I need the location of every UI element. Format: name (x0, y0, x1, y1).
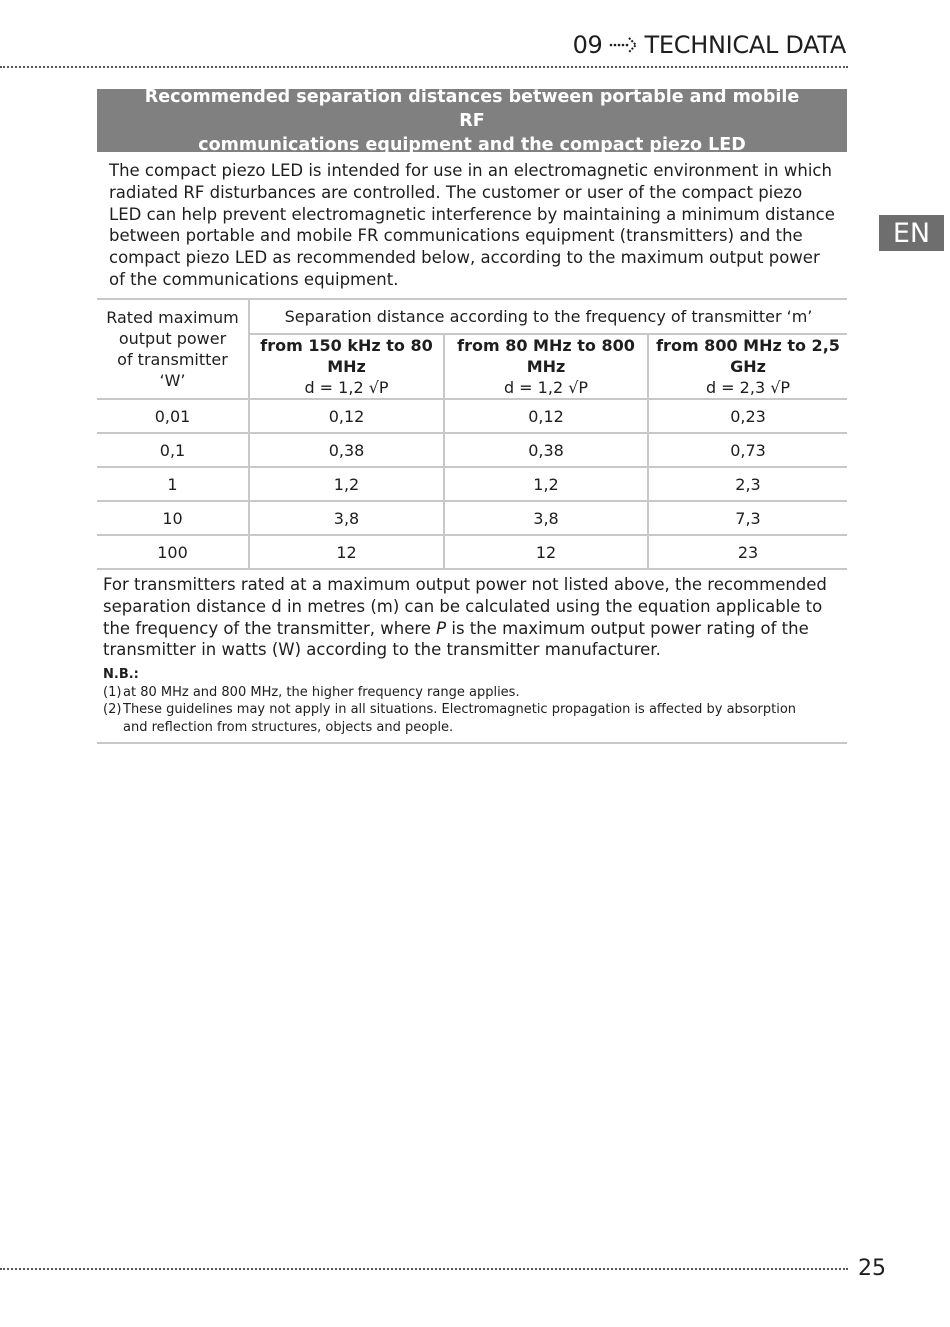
dotted-arrow-icon (609, 35, 639, 55)
note-number: (1) (103, 684, 122, 700)
table-row (97, 467, 847, 501)
section-title-line-2: communications equipment and the compact piezo LED (198, 134, 746, 155)
notes-title: N.B.: (103, 667, 139, 682)
freq-formula: d = 2,3 √P (705, 378, 791, 397)
freq-column-header (648, 334, 847, 399)
freq-formula: d = 1,2 √P (304, 378, 389, 397)
note-text: These guidelines may not apply in all situations. Electromagnetic propagation is affected by absorption and reflection from structures, objects and people. (123, 702, 797, 735)
freq-range: from 150 kHz to 80 MHz (260, 336, 433, 376)
table-cell: 0,23 (648, 399, 847, 433)
note-number: (2) (103, 702, 122, 717)
chapter-title: TECHNICAL DATA (644, 31, 846, 59)
freq-column-header (444, 334, 648, 399)
freq-range: from 80 MHz to 800 MHz (457, 336, 635, 376)
note-text: at 80 MHz and 800 MHz, the higher frequency range applies. (123, 684, 520, 700)
footnote-paragraph (103, 574, 839, 661)
rated-header-line: Rated maximum (106, 308, 239, 327)
table-cell: 23 (648, 535, 847, 569)
rated-header-line: of transmitter (117, 350, 228, 369)
note-item (103, 684, 823, 702)
table-cell: 12 (249, 535, 444, 569)
freq-column-header (249, 334, 444, 399)
chapter-number: 09 (572, 31, 603, 59)
separation-distance-header: Separation distance according to the frequency of transmitter ‘m’ (249, 299, 847, 334)
table-cell: 3,8 (444, 501, 648, 535)
footnote-text-end: is the maximum output power rating of the transmitter in watts (W) according to the transmitter manufacturer. (103, 618, 809, 660)
table-cell: 12 (444, 535, 648, 569)
section-end-divider (97, 742, 847, 744)
table-cell: 0,73 (648, 433, 847, 467)
table-cell: 0,38 (444, 433, 648, 467)
table-row (97, 535, 847, 569)
note-item (103, 701, 823, 736)
footer-dotted-divider (0, 1268, 848, 1270)
table-cell: 3,8 (249, 501, 444, 535)
table-cell: 1,2 (444, 467, 648, 501)
table-row (97, 399, 847, 433)
table-cell: 1 (97, 467, 249, 501)
table-cell: 0,38 (249, 433, 444, 467)
rated-header-line: ‘W’ (159, 371, 186, 390)
table-row (97, 501, 847, 535)
table-cell: 10 (97, 501, 249, 535)
freq-formula: d = 1,2 √P (503, 378, 589, 397)
page-number: 25 (858, 1256, 886, 1281)
rated-power-header (97, 299, 249, 399)
language-tab: EN (879, 215, 944, 251)
table-cell: 0,1 (97, 433, 249, 467)
separation-distance-table (97, 298, 847, 570)
footnote-text-start: For transmitters rated at a maximum output power not listed above, the recommended separation distance d in metres (m) can be calculated using the equation applicable to the frequency of the transmitter, where (103, 575, 827, 638)
table-cell: 0,01 (97, 399, 249, 433)
table-row (97, 433, 847, 467)
table-cell: 1,2 (249, 467, 444, 501)
page-header (573, 31, 846, 59)
table-cell: 0,12 (249, 399, 444, 433)
table-cell: 100 (97, 535, 249, 569)
table-cell: 7,3 (648, 501, 847, 535)
power-symbol: P (436, 618, 447, 638)
table-cell: 0,12 (444, 399, 648, 433)
notes-block (103, 666, 823, 736)
freq-range: from 800 MHz to 2,5 GHz (656, 336, 840, 376)
section-title-line-1: Recommended separation distances between portable and mobile RF (144, 86, 800, 131)
rated-header-line: output power (118, 329, 227, 348)
header-dotted-divider (0, 66, 848, 68)
table-cell: 2,3 (648, 467, 847, 501)
section-title (97, 86, 847, 155)
intro-paragraph: The compact piezo LED is intended for use in an electromagnetic environment in which radiated RF disturbances are controlled. The customer or user of the compact piezo LED can help prevent electromagnetic interference by maintaining a minimum distance between portable and mobile FR communications equipment (transmitters) and the compact piezo LED as recommended below, according to the maximum output power of the communications equipment. (109, 161, 835, 289)
